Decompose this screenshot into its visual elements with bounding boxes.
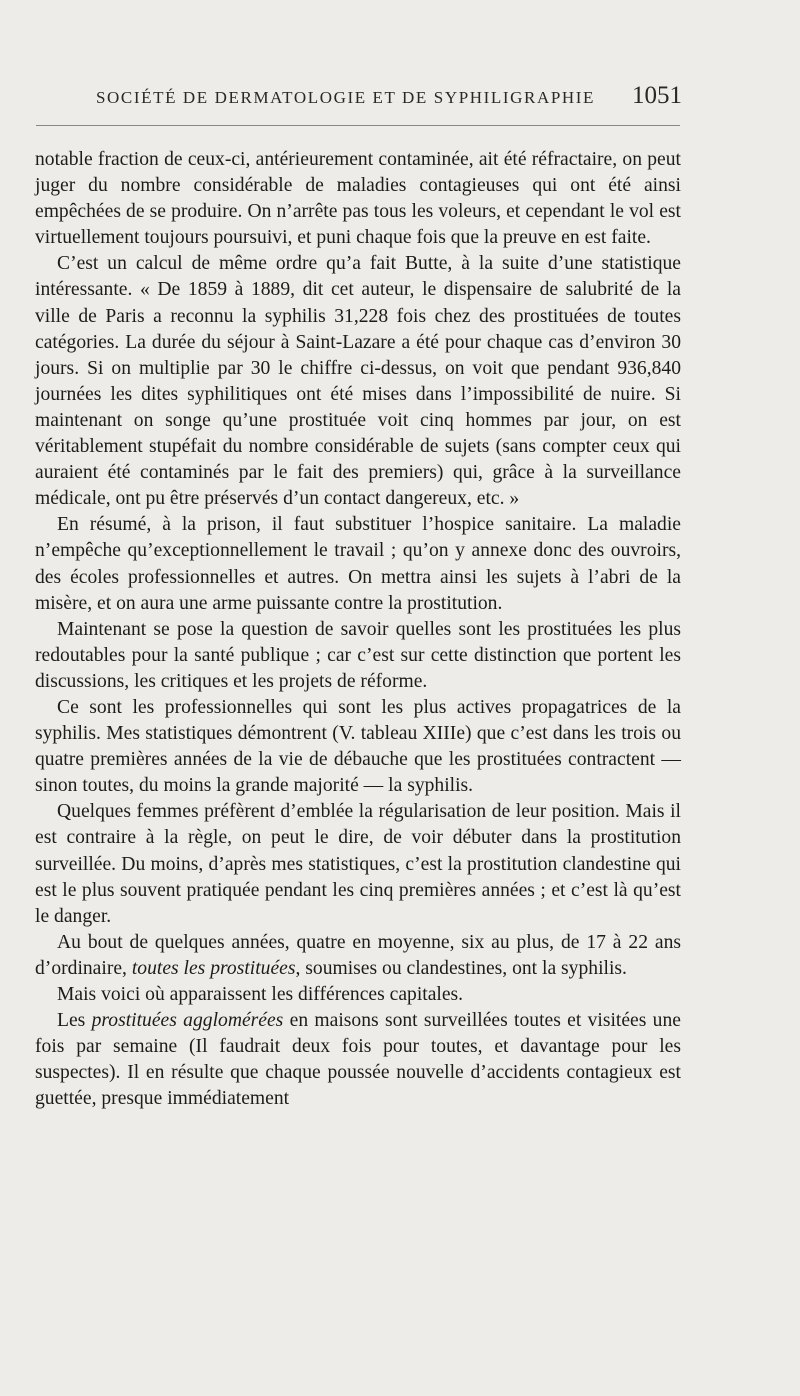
running-title: SOCIÉTÉ DE DERMATOLOGIE ET DE SYPHILIGRAPHIE <box>96 88 596 107</box>
paragraph-3: En résumé, à la prison, il faut substituer l’hospice sanitaire. La maladie n’empêche qu’exceptionnellement le travail ; qu’on y annexe donc des ouvroirs, des écoles professionnelles et autres. On mettra ainsi les sujets à l’abri de la misère, et on aura une arme puissante contre la prostitution. <box>35 514 681 614</box>
page-number: 1051 <box>632 82 682 109</box>
paragraph-9 <box>35 1008 681 1112</box>
paragraph-6: Quelques femmes préfèrent d’emblée la régularisation de leur position. Mais il est contraire à la règle, on peut le dire, de voir débuter dans la prostitution surveillée. Du moins, d’après mes statistiques, c’est la prostitution clandestine qui est le plus souvent pratiquée pendant les cinq premières années ; et c’est là qu’est le danger. <box>35 801 681 927</box>
paragraph-2: C’est un calcul de même ordre qu’a fait Butte, à la suite d’une statistique intéressante. « De 1859 à 1889, dit cet auteur, le dispensaire de salubrité de la ville de Paris a reconnu la syphilis 31,228 fois chez des prostituées de toutes catégories. La durée du séjour à Saint-Lazare a été pour chaque cas d’environ 30 jours. Si on multiplie par 30 le chiffre ci-dessus, on voit que pendant 936,840 journées les dites syphilitiques ont été mises dans l’impossibilité de nuire. Si maintenant on songe qu’une prostituée voit cinq hommes par jour, on est véritablement stupéfait du nombre considérable de sujets (sans compter ceux qui auraient été contaminés par le fait des premiers) qui, grâce à la surveillance médicale, ont pu être préservés d’un contact dangereux, etc. » <box>35 253 681 510</box>
paragraph-8: Mais voici où apparaissent les différences capitales. <box>57 984 464 1005</box>
paragraph-7 <box>35 930 681 982</box>
paragraph-4: Maintenant se pose la question de savoir quelles sont les prostituées les plus redoutables pour la santé publique ; car c’est sur cette distinction que portent les discussions, les critiques et les projets de réforme. <box>35 618 681 692</box>
paragraph-9-start: Les <box>57 1010 92 1032</box>
paragraph-7-start: Au bout de quelques années, quatre en moyenne, six au plus, de 17 à 22 ans d’ordinaire, <box>35 931 681 979</box>
page-header <box>36 84 680 118</box>
paragraph-9-end: en maisons sont surveillées toutes et visitées une fois par semaine (Il faudrait deux fois pour toutes, et davantage pour les suspectes). Il en résulte que chaque poussée nouvelle d’accidents contagieux est guettée, presque immédiatement <box>35 1010 681 1110</box>
header-rule <box>36 125 680 126</box>
body-text <box>35 147 681 1112</box>
paragraph-1: notable fraction de ceux-ci, antérieurement contaminée, ait été réfractaire, on peut juger du nombre considérable de maladies contagieuses qui ont été ainsi empêchées de se produire. On n’arrête pas tous les voleurs, et cependant le vol est virtuellement toujours poursuivi, et puni chaque fois que la preuve en est faite. <box>35 149 681 249</box>
paragraph-7-end: , soumises ou clandestines, ont la syphilis. <box>295 957 627 979</box>
paragraph-5: Ce sont les professionnelles qui sont les plus actives propagatrices de la syphilis. Mes statistiques démontrent (V. tableau XIIIe) que c’est dans les trois ou quatre premières années de la vie de débauche que les prostituées contractent — sinon toutes, du moins la grande majorité — la syphilis. <box>35 696 681 797</box>
paragraph-7-emphasis: toutes les prostituées <box>131 957 296 979</box>
paragraph-9-emphasis: prostituées agglomérées <box>91 1010 284 1032</box>
